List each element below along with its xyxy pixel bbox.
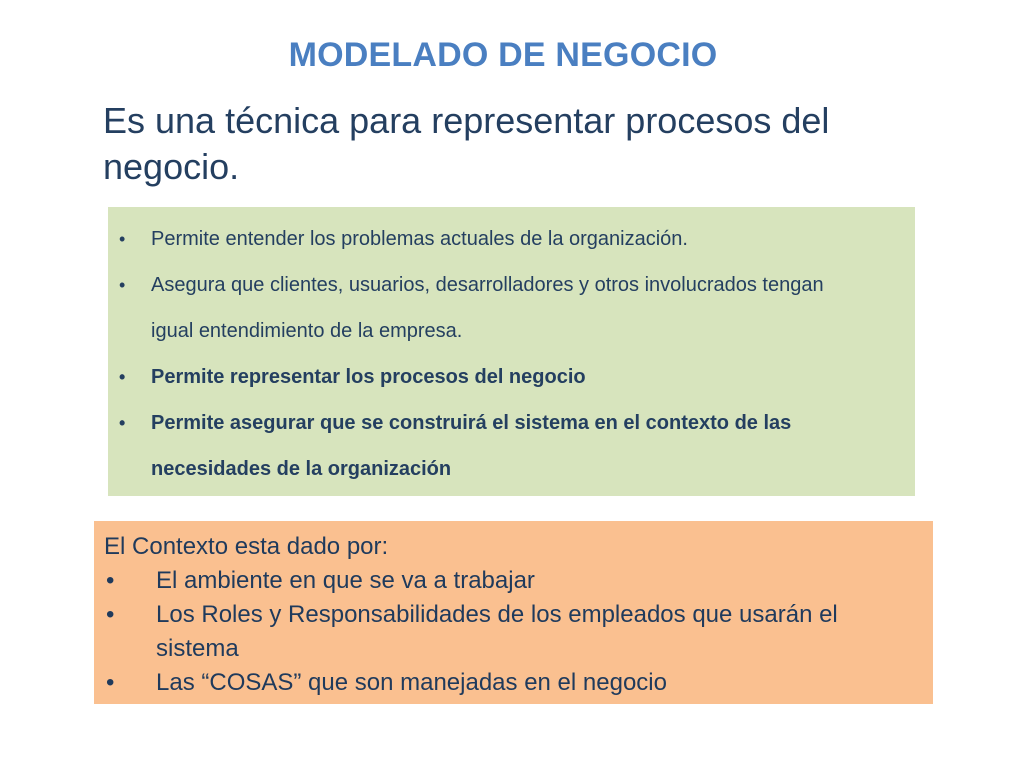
- context-item: [94, 564, 876, 598]
- benefit-item: [108, 354, 865, 400]
- bullet-icon: •: [119, 275, 126, 295]
- benefit-item: [108, 400, 865, 492]
- benefits-list: [108, 207, 915, 492]
- bullet-icon: •: [106, 567, 115, 594]
- benefit-text: Permite representar los procesos del negocio: [151, 366, 586, 388]
- benefit-item: [108, 216, 865, 262]
- benefit-text: Permite entender los problemas actuales de la organización.: [151, 228, 688, 250]
- bullet-icon: •: [106, 601, 115, 628]
- bullet-icon: •: [119, 229, 126, 249]
- slide-title: MODELADO DE NEGOCIO: [288, 36, 718, 74]
- context-box: [94, 521, 933, 704]
- bullet-icon: •: [119, 367, 126, 387]
- context-item: [94, 598, 876, 666]
- bullet-icon: •: [119, 413, 126, 433]
- context-text: Las “COSAS” que son manejadas en el negocio: [156, 669, 667, 696]
- context-lead: El Contexto esta dado por:: [104, 533, 389, 560]
- context-item: [94, 666, 876, 700]
- context-text: Los Roles y Responsabilidades de los empleados que usarán el sistema: [156, 601, 838, 662]
- slide-subtitle: Es una técnica para representar procesos del negocio.: [103, 100, 830, 187]
- benefit-item: [108, 262, 865, 354]
- context-list: [94, 564, 876, 700]
- bullet-icon: •: [106, 669, 115, 696]
- benefits-box: [108, 207, 915, 496]
- context-text: El ambiente en que se va a trabajar: [156, 567, 535, 594]
- benefit-text: Asegura que clientes, usuarios, desarrolladores y otros involucrados tengan igual entendimiento de la empresa.: [151, 274, 824, 342]
- benefit-text: Permite asegurar que se construirá el sistema en el contexto de las necesidades de la organización: [151, 412, 792, 480]
